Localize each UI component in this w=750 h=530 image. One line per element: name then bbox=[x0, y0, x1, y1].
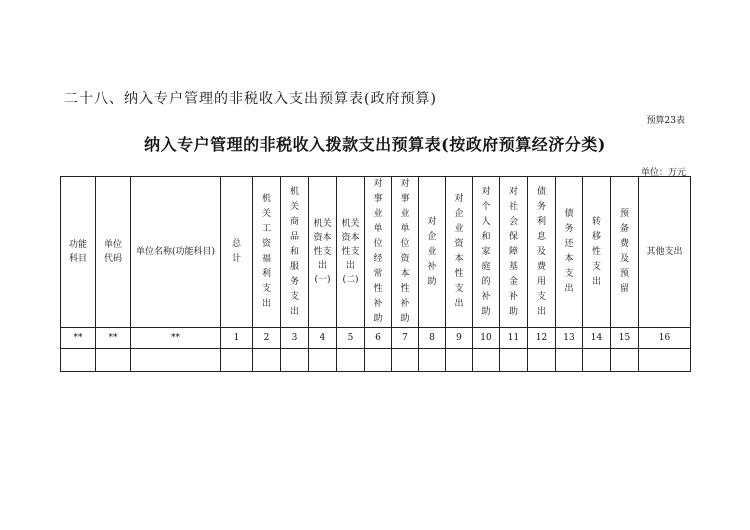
column-number: 13 bbox=[556, 328, 583, 349]
table-cell bbox=[639, 349, 691, 372]
column-header: 债务利息及费用支出 bbox=[528, 177, 556, 328]
column-header: 对社会保障基金补助 bbox=[500, 177, 528, 328]
table-cell bbox=[500, 349, 528, 372]
table-cell bbox=[281, 349, 309, 372]
column-header: 单位名称(功能科目) bbox=[131, 177, 221, 328]
column-number-row bbox=[61, 328, 691, 349]
table-cell bbox=[611, 349, 639, 372]
column-number: 9 bbox=[446, 328, 473, 349]
table-cell bbox=[61, 349, 96, 372]
table-cell bbox=[253, 349, 281, 372]
column-number: 5 bbox=[337, 328, 365, 349]
table-cell bbox=[221, 349, 253, 372]
header-row bbox=[61, 177, 691, 328]
column-number: ** bbox=[96, 328, 131, 349]
column-header: 预备费及预留 bbox=[611, 177, 639, 328]
table-cell bbox=[556, 349, 583, 372]
column-header: 机关工资福利支出 bbox=[253, 177, 281, 328]
column-header: 对企业资本性支出 bbox=[446, 177, 473, 328]
main-title: 纳入专户管理的非税收入拨款支出预算表(按政府预算经济分类) bbox=[144, 135, 606, 154]
column-number: 7 bbox=[392, 328, 419, 349]
column-header: 对事业单位经常性补助 bbox=[365, 177, 392, 328]
table-cell bbox=[392, 349, 419, 372]
table-row bbox=[61, 349, 691, 372]
budget-table bbox=[60, 176, 691, 372]
column-number: 1 bbox=[221, 328, 253, 349]
column-number: 8 bbox=[419, 328, 446, 349]
unit-label: 单位：万元 bbox=[640, 168, 686, 178]
table-cell bbox=[337, 349, 365, 372]
column-header: 对个人和家庭的补助 bbox=[473, 177, 500, 328]
column-number: 3 bbox=[281, 328, 309, 349]
column-number: 10 bbox=[473, 328, 500, 349]
table-cell bbox=[446, 349, 473, 372]
column-header: 债务还本支出 bbox=[556, 177, 583, 328]
column-header: 其他支出 bbox=[639, 177, 691, 328]
table-cell bbox=[419, 349, 446, 372]
column-header: 对事业单位资本性补助 bbox=[392, 177, 419, 328]
table-cell bbox=[473, 349, 500, 372]
table-cell bbox=[583, 349, 611, 372]
table-cell bbox=[96, 349, 131, 372]
column-number: 15 bbox=[611, 328, 639, 349]
column-number: ** bbox=[131, 328, 221, 349]
section-title: 二十八、纳入专户管理的非税收入支出预算表(政府预算) bbox=[64, 91, 437, 107]
column-header: 单位代码 bbox=[96, 177, 131, 328]
column-header: 功能科目 bbox=[61, 177, 96, 328]
column-number: 14 bbox=[583, 328, 611, 349]
table-cell bbox=[528, 349, 556, 372]
column-header: 机关商品和服务支出 bbox=[281, 177, 309, 328]
column-header: 转移性支出 bbox=[583, 177, 611, 328]
column-header: 机关资本性支出(二) bbox=[337, 177, 365, 328]
column-number: 16 bbox=[639, 328, 691, 349]
table-cell bbox=[309, 349, 337, 372]
table-cell bbox=[365, 349, 392, 372]
column-number: 4 bbox=[309, 328, 337, 349]
column-header: 对企业补助 bbox=[419, 177, 446, 328]
column-header: 总计 bbox=[221, 177, 253, 328]
column-number: 11 bbox=[500, 328, 528, 349]
table-cell bbox=[131, 349, 221, 372]
column-number: 6 bbox=[365, 328, 392, 349]
column-number: ** bbox=[61, 328, 96, 349]
column-header: 机关资本性支出(一) bbox=[309, 177, 337, 328]
table-number: 预算23表 bbox=[646, 116, 685, 126]
column-number: 12 bbox=[528, 328, 556, 349]
column-number: 2 bbox=[253, 328, 281, 349]
